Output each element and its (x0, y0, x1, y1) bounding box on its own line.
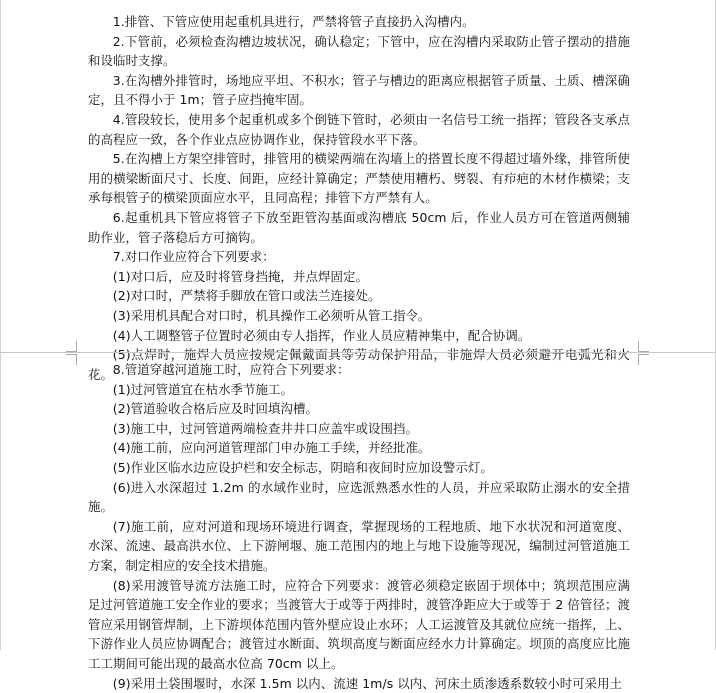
paragraph: 3.在沟槽外排管时，场地应平坦、不积水；管子与槽边的距离应根据管子质量、土质、槽深确定，且不得小于 1m；管子应挡掩牢固。 (88, 71, 630, 110)
list-item: (2)对口时，严禁将手脚放在管口或法兰连接处。 (88, 286, 630, 306)
list-item: (1)过河管道宜在枯水季节施工。 (88, 380, 630, 400)
list-item: (4)施工前，应向河道管理部门申办施工手续，并经批准。 (88, 438, 630, 458)
list-item: (1)对口后，应及时将管身挡掩，并点焊固定。 (88, 267, 630, 287)
paragraph: 1.排管、下管应使用起重机具进行，严禁将管子直接扔入沟槽内。 (88, 12, 630, 32)
list-item: (9)采用土袋围堰时，水深 1.5m 以内、流速 1m/s 以内、河床土质渗透系数较小时可采用土 (88, 674, 630, 693)
list-item: (3)施工中，过河管道两端检查井井口应盖牢或设围挡。 (88, 419, 630, 439)
list-item: (3)采用机具配合对口时，机具操作工必须听从管工指令。 (88, 306, 630, 326)
paragraph: 6.起重机具下管应将管子下放至距管沟基面或沟槽底 50cm 后，作业人员方可在管道两侧辅助作业，管子落稳后方可摘钩。 (88, 208, 630, 247)
list-item: (7)施工前，应对河道和现场环境进行调查，掌握现场的工程地质、地下水状况和河道宽度、水深、流速、最高洪水位、上下游闸堰、施工范围内的地上与地下设施等现况，编制过河管道施工方案，制定相应的安全技术措施。 (88, 517, 630, 576)
page-break-divider (0, 352, 716, 353)
list-item: (5)作业区临水边应设护栏和安全标志，阴暗和夜间时应加设警示灯。 (88, 458, 630, 478)
page-left-edge (0, 0, 1, 650)
list-item: (2)管道验收合格后应及时回填沟槽。 (88, 399, 630, 419)
paragraph: 5.在沟槽上方架空排管时，排管用的横梁两端在沟墙上的搭置长度不得超过墙外缘，排管所使用的横梁断面尺寸、长度、间距，应经计算确定；严禁使用糟朽、劈裂、有疖疤的木材作横梁；支承每根管子的横梁顶面应水平，且同高程；排管下方严禁有人。 (88, 149, 630, 208)
page-corner-mark (66, 341, 77, 352)
list-item: (4)人工调整管子位置时必须由专人指挥，作业人员应精神集中，配合协调。 (88, 326, 630, 346)
page-corner-mark (66, 354, 77, 365)
list-item: (6)进入水深超过 1.2m 的水域作业时，应选派熟悉水性的人员，并应采取防止溺水的安全措施。 (88, 478, 630, 517)
page-corner-mark (638, 341, 649, 352)
list-heading: 7.对口作业应符合下列要求： (88, 247, 630, 267)
page-one-text (88, 12, 630, 384)
list-item: (5)点焊时，施焊人员应按规定佩戴面具等劳动保护用品，非施焊人员必须避开电弧光和火花。 (88, 345, 630, 384)
paragraph: 4.管段较长，使用多个起重机或多个倒链下管时，必须由一名信号工统一指挥；管段各支承点的高程应一致，各个作业点应协调作业，保持管段水平下落。 (88, 110, 630, 149)
list-item: (8)采用渡管导流方法施工时，应符合下列要求：渡管必须稳定嵌固于坝体中；筑坝范围应满足过河管道施工安全作业的要求；当渡管大于或等于两排时，渡管净距应大于或等于 2 倍管径；渡管应采用钢管焊制，上下游坝体范围内管外壁应设止水环；人工运渡管及其就位应统一指挥，上、下游作业人员应协调配合；渡管过水断面、筑坝高度与断面应经水力计算确定。坝顶的高度应比施工工期间可能出现的最高水位高 70cm 以上。 (88, 576, 630, 674)
page-two-text (88, 360, 630, 693)
paragraph: 2.下管前，必须检查沟槽边坡状况，确认稳定；下管中，应在沟槽内采取防止管子摆动的措施和设临时支撑。 (88, 32, 630, 71)
list-heading: 8.管道穿越河道施工时，应符合下列要求： (88, 360, 630, 380)
page-corner-mark (638, 354, 649, 365)
